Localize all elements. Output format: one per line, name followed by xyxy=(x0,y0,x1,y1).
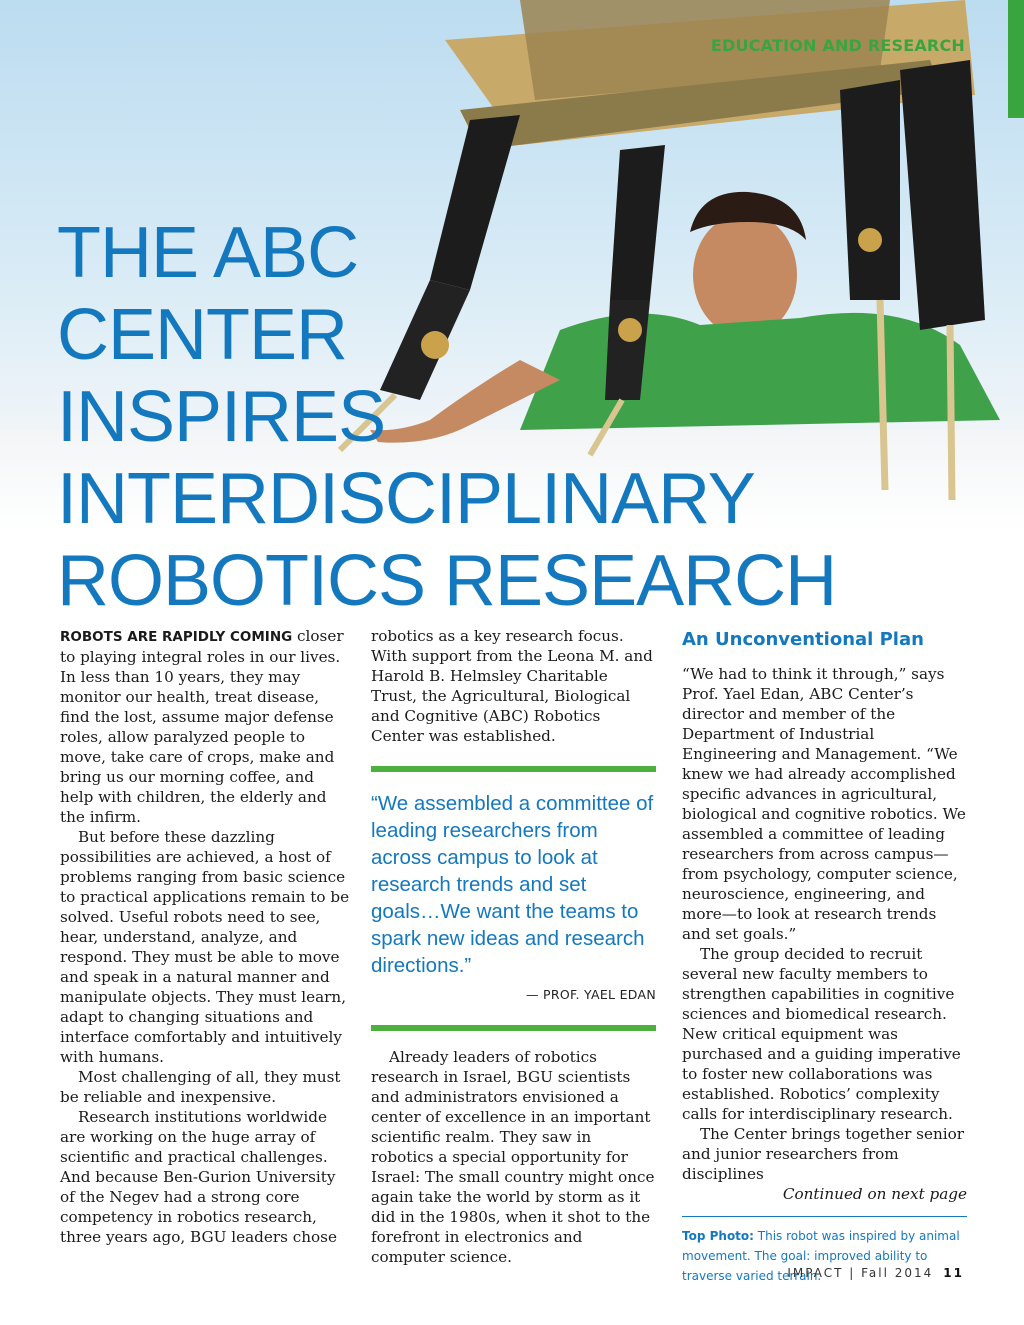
robot-leg-back-right xyxy=(900,60,985,330)
pull-quote xyxy=(371,766,656,1031)
pull-quote-text: “We assembled a committee of leading researchers from across campus to look at research trends and set goals…We want the teams to spark new ideas and research directions.” xyxy=(371,792,654,977)
section-tab xyxy=(1008,0,1024,118)
robot-gear xyxy=(858,228,882,252)
publication-name: IMPACT | Fall 2014 xyxy=(787,1266,934,1280)
continued-note: Continued on next page xyxy=(782,1185,967,1203)
article-column-2 xyxy=(371,626,656,1267)
page-title xyxy=(57,212,836,622)
paragraph: The group decided to recruit several new faculty members to strengthen capabilities in cognitive sciences and biomedical research. New critical equipment was purchased and a guiding imperative to foster new collaborations was established. Robotics’ complexity calls for interdisciplinary research. xyxy=(682,945,961,1123)
paragraph: But before these dazzling possibilities are achieved, a host of problems ranging from basic science to practical applications remain to be solved. Useful robots need to see, hear, understand, analyze, and respond. They must be able to move and speak in a natural manner and manipulate objects. They must learn, adapt to changing situations and interface comfortably and intuitively with humans. xyxy=(60,828,350,1066)
paragraph: Most challenging of all, they must be reliable and inexpensive. xyxy=(60,1068,341,1106)
page-footer xyxy=(787,1266,964,1280)
article-column-1 xyxy=(60,626,350,1247)
title-line: INSPIRES xyxy=(57,377,386,457)
title-line: ROBOTICS RESEARCH xyxy=(57,541,837,621)
caption-text: This robot was inspired by animal movement. The goal: improved ability to traverse varied terrain. xyxy=(682,1229,960,1283)
pull-quote-rule-bottom xyxy=(371,1025,656,1031)
pull-quote-attribution: — PROF. YAEL EDAN xyxy=(525,987,656,1002)
robot-leg-back-left xyxy=(840,80,900,300)
title-line: THE ABC xyxy=(57,213,359,293)
subhead: An Unconventional Plan xyxy=(682,629,924,650)
robot-foot-back-right xyxy=(950,325,952,500)
section-label: EDUCATION AND RESEARCH xyxy=(710,36,965,55)
pull-quote-body xyxy=(371,790,656,1005)
caption-label: Top Photo: xyxy=(682,1229,754,1243)
pull-quote-rule-top xyxy=(371,766,656,772)
paragraph: “We had to think it through,” says Prof. Yael Edan, ABC Center’s director and member of the Department of Industrial Engineering and Management. “We knew we had already accomplished specific advances in agricultural, biological and cognitive robotics. We assembled a committee of leading researchers from across campus—from psychology, computer science, neuroscience, engineering, and more—to look at research trends and set goals.” xyxy=(682,665,966,943)
title-line: CENTER xyxy=(57,295,348,375)
robot-foot-back-left xyxy=(880,300,885,490)
paragraph-text: closer to playing integral roles in our lives. In less than 10 years, they may monitor our health, treat disease, find the lost, assume major defense roles, allow paralyzed people to move, take care of crops, make and bring us our morning coffee, and help with children, the elderly and the infirm. xyxy=(60,627,344,826)
paragraph: Research institutions worldwide are working on the huge array of scientific and practical challenges. And because Ben-Gurion University of the Negev had a strong core competency in robotics research, three years ago, BGU leaders chose xyxy=(60,1108,337,1246)
title-line: INTERDISCIPLINARY xyxy=(57,459,755,539)
paragraph: The Center brings together senior and junior researchers from disciplines xyxy=(682,1125,965,1183)
paragraph xyxy=(60,626,350,827)
lead-in: ROBOTS ARE RAPIDLY COMING xyxy=(60,629,293,645)
page-number: 11 xyxy=(943,1266,964,1280)
paragraph: robotics as a key research focus. With support from the Leona M. and Harold B. Helmsley Charitable Trust, the Agricultural, Biological and Cognitive (ABC) Robotics Center was established. xyxy=(371,627,653,745)
article-column-3 xyxy=(682,626,967,1285)
paragraph: Already leaders of robotics research in Israel, BGU scientists and administrators envisioned a center of excellence in an important scientific realm. They saw in robotics a special opportunity for Israel: The small country might once again take the world by storm as it did in the 1980s, when it shot to the forefront in electronics and computer science. xyxy=(371,1048,655,1266)
